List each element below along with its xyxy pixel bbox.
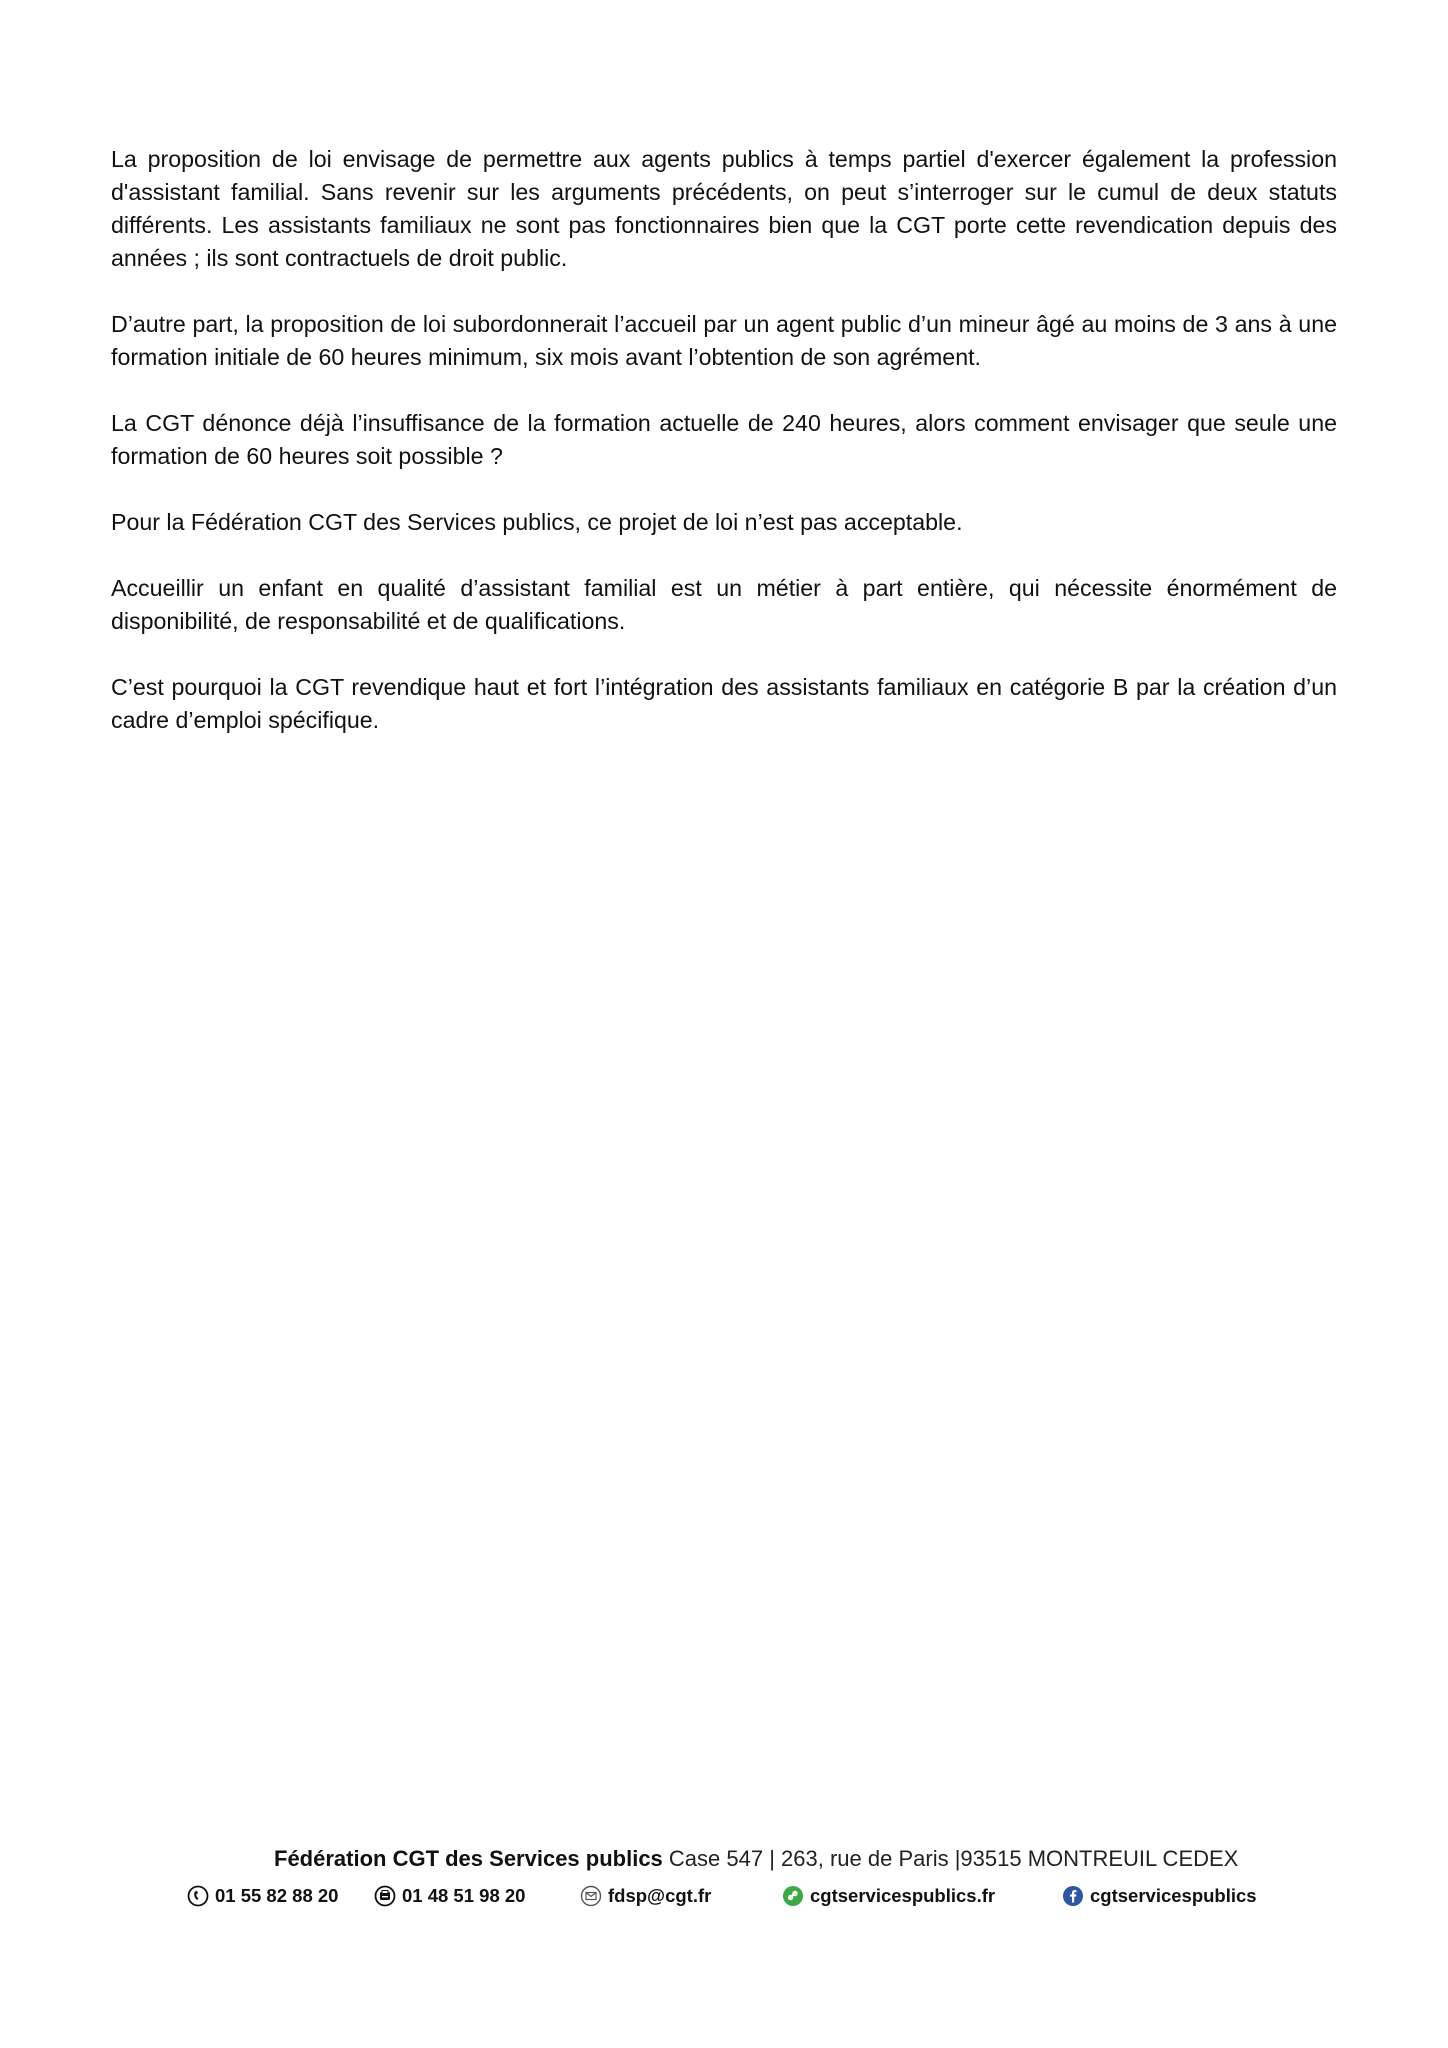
- footer-facebook-handle[interactable]: cgtservicespublics: [1090, 1885, 1257, 1906]
- phone-icon: [187, 1885, 209, 1907]
- footer-address-line: [274, 1845, 1238, 1873]
- footer-fax-number: 01 48 51 98 20: [402, 1885, 526, 1906]
- footer-fax: [374, 1885, 525, 1907]
- footer-email-address[interactable]: fdsp@cgt.fr: [608, 1885, 712, 1906]
- email-icon: [580, 1885, 602, 1907]
- footer-email[interactable]: [580, 1885, 711, 1907]
- footer-address: Case 547 | 263, rue de Paris |93515 MONTREUIL CEDEX: [668, 1846, 1239, 1871]
- footer-website[interactable]: [782, 1885, 995, 1907]
- paragraph-training-insufficiency: La CGT dénonce déjà l’insuffisance de la formation actuelle de 240 heures, alors comment envisager que seule une formation de 60 heures soit possible ?: [111, 410, 1337, 469]
- footer-phone: [187, 1885, 338, 1907]
- paragraph-part-time-agents: La proposition de loi envisage de permettre aux agents publics à temps partiel d'exercer également la profession d'assistant familial. Sans revenir sur les arguments précédents, on peut s’interroger sur le cumul de deux statuts différents. Les assistants familiaux ne sont pas fonctionnaires bien que la CGT porte cette revendication depuis des années ; ils sont contractuels de droit public.: [111, 146, 1337, 271]
- footer-org-name: Fédération CGT des Services publics: [274, 1846, 663, 1871]
- paragraph-category-b-demand: C’est pourquoi la CGT revendique haut et fort l’intégration des assistants familiaux en catégorie B par la création d’un cadre d’emploi spécifique.: [111, 674, 1337, 733]
- web-link-icon: [782, 1885, 804, 1907]
- facebook-icon: [1062, 1885, 1084, 1907]
- document-body: [111, 143, 1337, 770]
- fax-icon: [374, 1885, 396, 1907]
- paragraph-full-profession: Accueillir un enfant en qualité d’assistant familial est un métier à part entière, qui nécessite énormément de disponibilité, de responsabilité et de qualifications.: [111, 575, 1337, 634]
- paragraph-federation-position: Pour la Fédération CGT des Services publics, ce projet de loi n’est pas acceptable.: [111, 509, 963, 535]
- footer-facebook[interactable]: [1062, 1885, 1257, 1907]
- paragraph-initial-training: D’autre part, la proposition de loi subordonnerait l’accueil par un agent public d’un mineur âgé au moins de 3 ans à une formation initiale de 60 heures minimum, six mois avant l’obtention de son agrément.: [111, 311, 1337, 370]
- footer-website-url[interactable]: cgtservicespublics.fr: [810, 1885, 996, 1906]
- footer-phone-number: 01 55 82 88 20: [215, 1885, 339, 1906]
